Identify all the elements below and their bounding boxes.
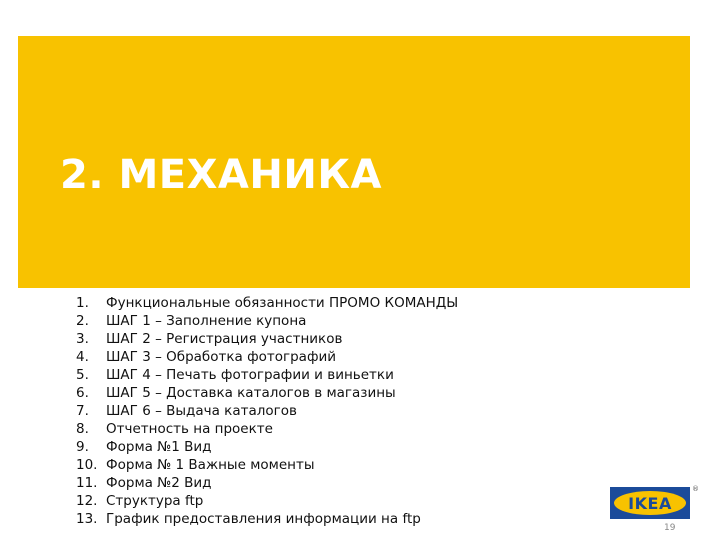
logo-oval	[614, 491, 686, 515]
agenda-item	[76, 456, 458, 474]
agenda-item-number: 11.	[76, 475, 98, 491]
agenda-item	[76, 384, 458, 402]
agenda-item-number: 9.	[76, 439, 89, 455]
agenda-item-text: ШАГ 6 – Выдача каталогов	[106, 403, 297, 419]
agenda-item-text: Отчетность на проекте	[106, 421, 273, 437]
agenda-item-number: 3.	[76, 331, 89, 347]
agenda-item	[76, 438, 458, 456]
agenda-item	[76, 312, 458, 330]
agenda-item-number: 7.	[76, 403, 89, 419]
agenda-item	[76, 510, 458, 528]
logo-text: IKEA	[628, 493, 672, 513]
page-number: 19	[664, 523, 676, 533]
agenda-item-number: 6.	[76, 385, 89, 401]
agenda-item-text: Функциональные обязанности ПРОМО КОМАНДЫ	[106, 295, 459, 311]
agenda-item-number: 4.	[76, 349, 89, 365]
registered-mark: ®	[692, 485, 699, 493]
ikea-logo	[610, 487, 690, 519]
agenda-item-number: 13.	[76, 511, 98, 527]
agenda-item	[76, 474, 458, 492]
agenda-item-text: ШАГ 4 – Печать фотографии и виньетки	[106, 367, 394, 383]
agenda-item-number: 10.	[76, 457, 98, 473]
agenda-item-number: 5.	[76, 367, 89, 383]
agenda-item-text: ШАГ 5 – Доставка каталогов в магазины	[106, 385, 396, 401]
agenda-item-text: Форма №1 Вид	[106, 439, 212, 455]
agenda-item-text: Структура ftp	[106, 493, 204, 509]
slide-title: 2. МЕХАНИКА	[60, 152, 382, 198]
agenda-item-text: Форма № 1 Важные моменты	[106, 457, 315, 473]
agenda-item	[76, 294, 458, 312]
agenda-item-number: 12.	[76, 493, 98, 509]
agenda-item-text: График предоставления информации на ftp	[106, 511, 421, 527]
agenda-item-text: Форма №2 Вид	[106, 475, 212, 491]
agenda-item	[76, 366, 458, 384]
agenda-item-number: 2.	[76, 313, 89, 329]
agenda-item-number: 1.	[76, 295, 89, 311]
agenda-item	[76, 402, 458, 420]
agenda-item-number: 8.	[76, 421, 89, 437]
agenda-list	[76, 294, 458, 528]
agenda-item	[76, 420, 458, 438]
agenda-item	[76, 348, 458, 366]
agenda-item-text: ШАГ 3 – Обработка фотографий	[106, 349, 337, 365]
agenda-item	[76, 492, 458, 510]
agenda-item-text: ШАГ 1 – Заполнение купона	[106, 313, 307, 329]
agenda-item	[76, 330, 458, 348]
agenda-item-text: ШАГ 2 – Регистрация участников	[106, 331, 343, 347]
